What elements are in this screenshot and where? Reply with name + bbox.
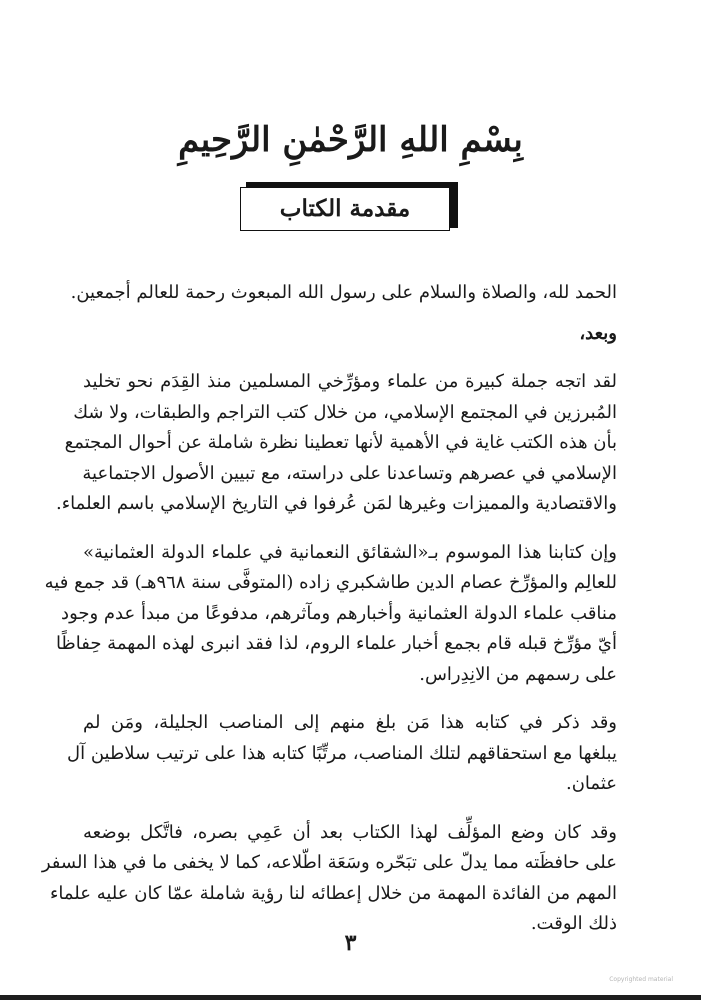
paragraph-4: وقد كان وضع المؤلِّف لهذا الكتاب بعد أن عَمِي بصره، فاتَّكل بوضعه على حافظَته مما يدلّ على تبَحّره وسَعَة اطّلاعه، كما لا يخفى ما في هذا السفر المهم من الفائدة المهمة من خلال إعطائه لنا رؤية شاملة عمّا كان عليه علماء ذلك الوقت. xyxy=(41,821,617,934)
copyright-notice: Copyrighted material xyxy=(609,976,673,983)
paragraph-1: لقد اتجه جملة كبيرة من علماء ومؤرِّخي المسلمين منذ القِدَم نحو تخليد المُبرزين في المجتمع الإسلامي، من خلال كتب التراجم والطبقات، ولا شك بأن هذه الكتب غاية في الأهمية لأنها تعطينا نظرة شاملة عن أحوال المجتمع الإسلامي في عصرهم وتساعدنا على دراسته، مع تبيين الأصول الاجتماعية والاقتصادية والمميزات وغيرها لمَن عُرفوا في التاريخ الإسلامي باسم العلماء. xyxy=(56,371,617,514)
chapter-title: مقدمة الكتاب xyxy=(240,187,450,231)
basmala-calligraphy: بِسْمِ اللهِ الرَّحْمٰنِ الرَّحِيمِ xyxy=(178,120,523,160)
page-number: ٣ xyxy=(344,930,357,956)
chapter-title-box xyxy=(240,182,458,234)
paragraph-3: وقد ذكر في كتابه هذا مَن بلغ منهم إلى المناصب الجليلة، ومَن لم يبلغها مع استحقاقهم لتلك المناصب، مرتِّبًا كتابه هذا على ترتيب سلاطين آل عثمان. xyxy=(67,712,617,794)
paragraph-2: وإن كتابنا هذا الموسوم بـ«الشقائق النعمانية في علماء الدولة العثمانية» للعالِم والمؤرِّخ عصام الدين طاشكبري زاده (المتوفَّى سنة ٩٦٨هـ) قد جمع فيه مناقب علماء الدولة العثمانية وأخبارهم ومآثرهم، مدفوعًا من مبدأ عدم وجود أيّ مؤرِّخ قبله قام بجمع أخبار علماء الروم، لذا فقد انبرى لهذه المهمة حِفاظًا على رسمهم من الانِدِراس. xyxy=(44,541,617,685)
bottom-rule xyxy=(0,995,701,1000)
body-text xyxy=(41,278,617,940)
subheading: وبعد، xyxy=(579,322,617,344)
opening-line: الحمد لله، والصلاة والسلام على رسول الله المبعوث رحمة للعالم أجمعين. xyxy=(70,282,617,303)
